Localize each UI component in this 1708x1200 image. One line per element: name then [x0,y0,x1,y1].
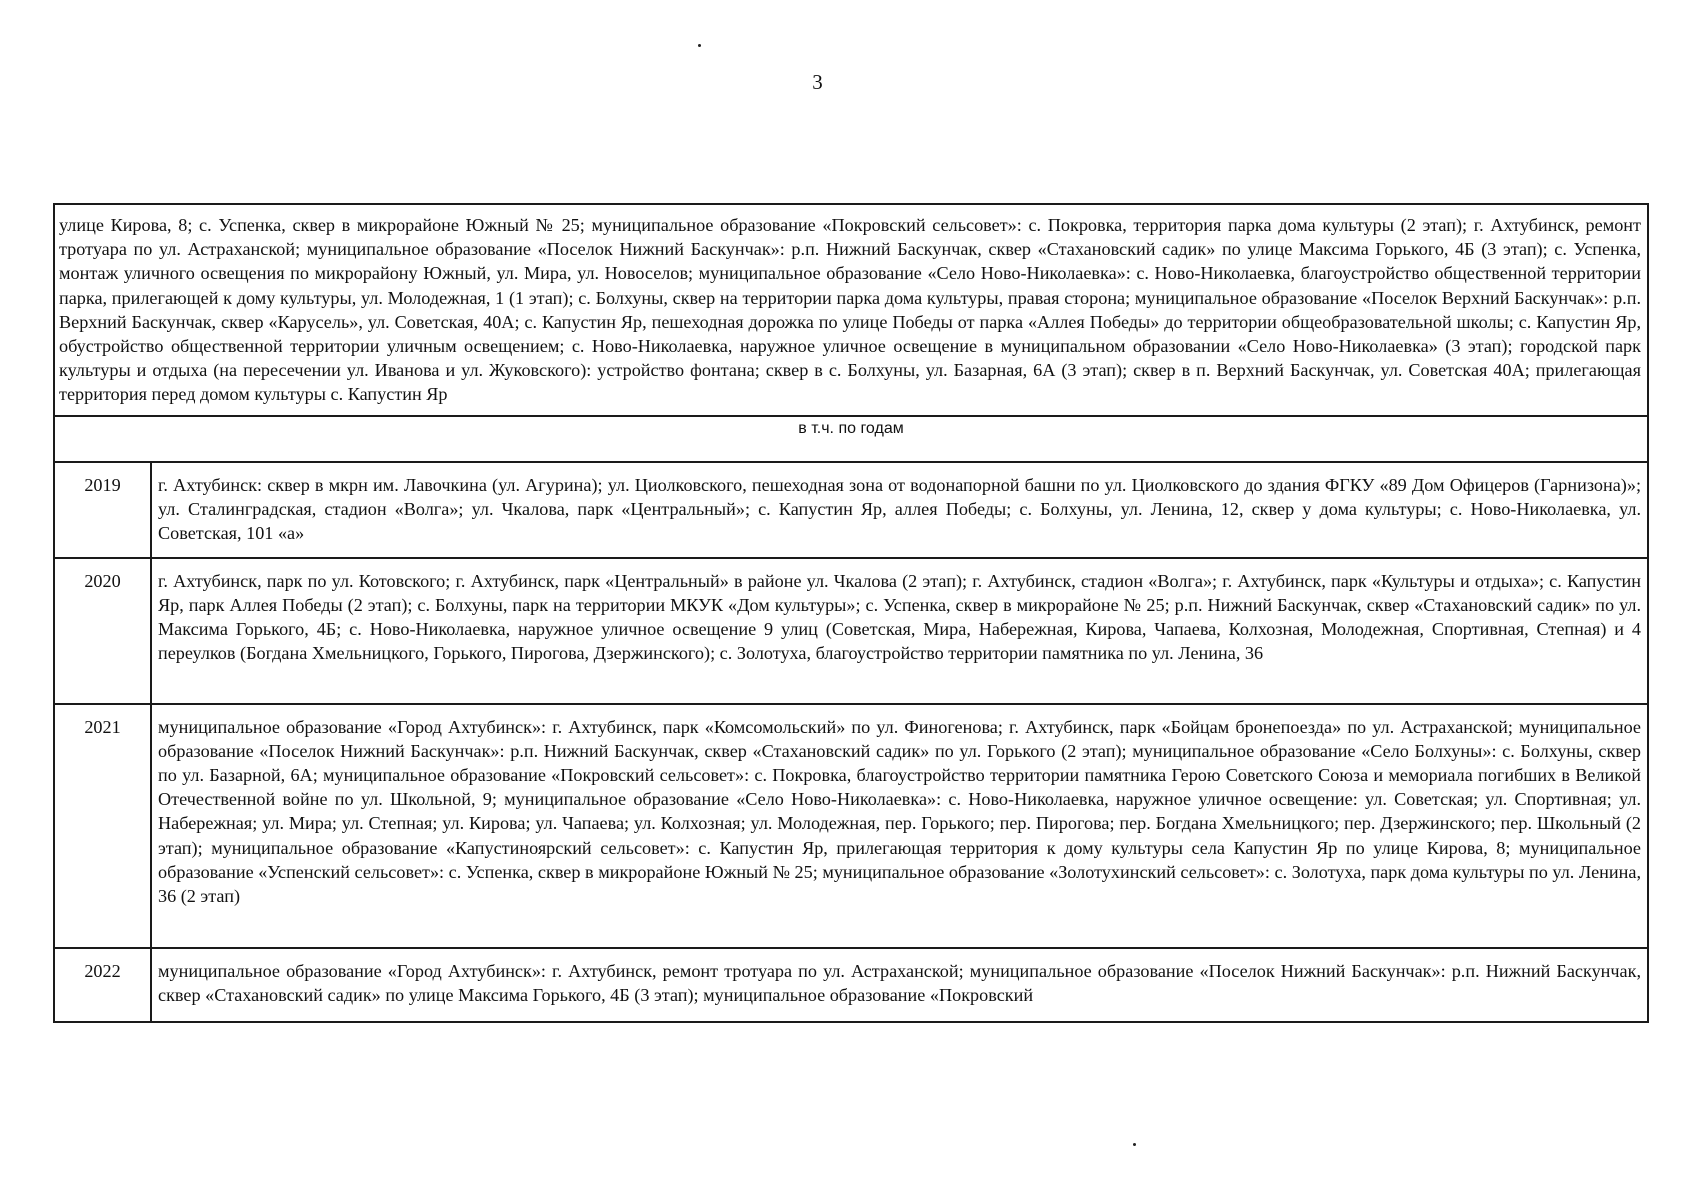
table-row [54,558,1648,704]
description-cell: г. Ахтубинск: сквер в мкрн им. Лавочкина (ул. Агурина); ул. Циолковского, пешеходная зона от водонапорной башни по ул. Циолковского до здания ФГКУ «89 Дом Офицеров (Гарнизона)»; ул. Сталинградская, стадион «Волга»; ул. Чкалова, парк «Центральный»; с. Капустин Яр, аллея Победы; с. Болхуны, ул. Ленина, 12, сквер у дома культуры; с. Ново-Николаевка, ул. Советская, 101 «а» [151,462,1648,558]
page-number: 3 [812,70,823,94]
continuation-row [54,204,1648,416]
continuation-cell: улице Кирова, 8; с. Успенка, сквер в микрорайоне Южный № 25; муниципальное образование «Покровский сельсовет»: с. Покровка, территория парка дома культуры (2 этап); г. Ахтубинск, ремонт тротуара по ул. Астраханской; муниципальное образование «Поселок Нижний Баскунчак»: р.п. Нижний Баскунчак, сквер «Стахановский садик» по улице Максима Горького, 4Б (3 этап); с. Успенка, монтаж уличного освещения по микрорайону Южный, ул. Мира, ул. Новоселов; муниципальное образование «Село Ново-Николаевка»: с. Ново-Николаевка, благоустройство общественной территории парка, прилегающей к дому культуры, ул. Молодежная, 1 (1 этап); с. Болхуны, сквер на территории парка дома культуры, правая сторона; муниципальное образование «Поселок Верхний Баскунчак»: р.п. Верхний Баскунчак, сквер «Карусель», ул. Советская, 40А; с. Капустин Яр, пешеходная дорожка по улице Победы от парка «Аллея Победы» до территории общеобразовательной школы; с. Капустин Яр, обустройство общественной территории уличным освещением; с. Ново-Николаевка, наружное уличное освещение в муниципальном образовании «Село Ново-Николаевка» (3 этап); городской парк культуры и отдыха (на пересечении ул. Иванова и ул. Жуковского): устройство фонтана; сквер в с. Болхуны, ул. Базарная, 6А (3 этап); сквер в п. Верхний Баскунчак, ул. Советская 40А; прилегающая территория перед домом культуры с. Капустин Яр [54,204,1648,416]
sub-header-row [54,416,1648,462]
description-cell: г. Ахтубинск, парк по ул. Котовского; г. Ахтубинск, парк «Центральный» в районе ул. Чкалова (2 этап); г. Ахтубинск, стадион «Волга»; г. Ахтубинск, парк «Культуры и отдыха»; с. Капустин Яр, парк Аллея Победы (2 этап); с. Болхуны, парк на территории МКУК «Дом культуры»; с. Успенка, сквер в микрорайоне № 25; р.п. Нижний Баскунчак, сквер «Стахановский садик» по ул. Максима Горького, 4Б; с. Ново-Николаевка, наружное уличное освещение 9 улиц (Советская, Мира, Набережная, Кирова, Чапаева, Колхозная, Молодежная, Спортивная, Степная) и 4 переулков (Богдана Хмельницкого, Горького, Пирогова, Дзержинского); с. Золотуха, благоустройство территории памятника по ул. Ленина, 36 [151,558,1648,704]
description-cell: муниципальное образование «Город Ахтубинск»: г. Ахтубинск, парк «Комсомольский» по ул. Финогенова; г. Ахтубинск, парк «Бойцам бронепоезда» по ул. Астраханской; муниципальное образование «Поселок Нижний Баскунчак»: р.п. Нижний Баскунчак, сквер «Стахановский садик» по ул. Горького (2 этап); муниципальное образование «Село Болхуны»: с. Болхуны, сквер по ул. Базарной, 6А; муниципальное образование «Покровский сельсовет»: с. Покровка, благоустройство территории памятника Герою Советского Союза и мемориала погибших в Великой Отечественной войне по ул. Школьной, 9; муниципальное образование «Село Ново-Николаевка»: с. Ново-Николаевка, наружное уличное освещение: ул. Советская; ул. Спортивная; ул. Набережная; ул. Мира; ул. Степная; ул. Кирова; ул. Чапаева; ул. Колхозная; ул. Молодежная, пер. Горького; пер. Пирогова; пер. Богдана Хмельницкого; пер. Дзержинского; пер. Школьный (2 этап); муниципальное образование «Капустиноярский сельсовет»: с. Капустин Яр, прилегающая территория к дому культуры села Капустин Яр по улице Кирова, 8; муниципальное образование «Успенский сельсовет»: с. Успенка, сквер в микрорайоне Южный № 25; муниципальное образование «Золотухинский сельсовет»: с. Золотуха, парк дома культуры по ул. Ленина, 36 (2 этап) [151,704,1648,948]
table-row [54,704,1648,948]
scan-speck [698,44,701,47]
year-cell: 2019 [54,462,151,558]
year-cell: 2021 [54,704,151,948]
table-row [54,948,1648,1022]
description-cell: муниципальное образование «Город Ахтубинск»: г. Ахтубинск, ремонт тротуара по ул. Астраханской; муниципальное образование «Поселок Нижний Баскунчак»: р.п. Нижний Баскунчак, сквер «Стахановский садик» по улице Максима Горького, 4Б (3 этап); муниципальное образование «Покровский [151,948,1648,1022]
sub-header-cell: в т.ч. по годам [54,416,1648,462]
projects-table [53,203,1649,1023]
year-cell: 2020 [54,558,151,704]
scan-speck [1133,1143,1136,1146]
table-row [54,462,1648,558]
year-cell: 2022 [54,948,151,1022]
